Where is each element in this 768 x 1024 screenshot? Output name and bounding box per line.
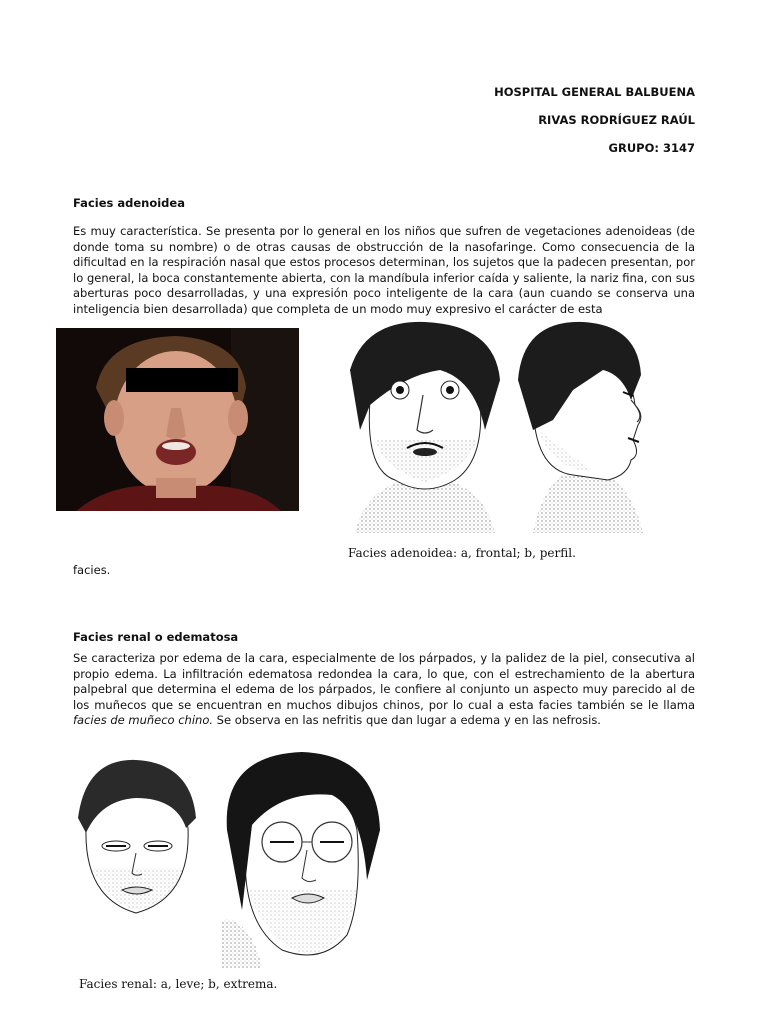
child-photo-figure	[56, 328, 299, 511]
adenoid-frontal-drawing	[345, 320, 503, 533]
section-paragraph-adenoidea-end: facies.	[73, 563, 111, 577]
group-number: GRUPO: 3147	[608, 141, 695, 155]
section-paragraph-adenoidea: Es muy característica. Se presenta por lo general en los niños que sufren de vegetaciones adenoideas (de donde toma su nombre) o de otras causas de obstrucción de la nasofaringe. Como consecuencia de la dificultad en la respiración nasal que estos procesos determinan, los sujetos que la padecen presentan, por lo general, la boca constantemente abierta, con la mandíbula inferior caída y saliente, la nariz fina, con sus aberturas poco desarrolladas, y una expresión poco inteligente de la cara (aun cuando se conserva una inteligencia bien desarrollada) que completa de un modo muy expresivo el carácter de esta	[73, 224, 695, 316]
renal-extreme-drawing	[222, 750, 384, 968]
hospital-name: HOSPITAL GENERAL BALBUENA	[494, 85, 695, 99]
italic-term: facies de muñeco chino.	[73, 713, 214, 727]
section-heading-renal: Facies renal o edematosa	[73, 630, 239, 644]
section-heading-adenoidea: Facies adenoidea	[73, 196, 185, 210]
renal-figure-caption: Facies renal: a, leve; b, extrema.	[79, 977, 278, 991]
adenoid-figure-caption: Facies adenoidea: a, frontal; b, perfil.	[348, 546, 576, 560]
renal-mild-drawing	[76, 758, 198, 916]
adenoid-profile-drawing	[513, 320, 657, 533]
section-paragraph-renal: Se caracteriza por edema de la cara, especialmente de los párpados, y la palidez de la piel, consecutiva al propio edema. La infiltración edematosa redondea la cara, lo que, con el estrechamiento de la abertura palpebral que determina el edema de los párpados, le confiere al conjunto un aspecto muy parecido al de los muñecos que se encuentran en muchos dibujos chinos, por lo cual a esta facies también se le llama facies de muñeco chino. Se observa en las nefritis que dan lugar a edema y en las nefrosis.	[73, 651, 695, 727]
author-name: RIVAS RODRÍGUEZ RAÚL	[538, 113, 695, 127]
